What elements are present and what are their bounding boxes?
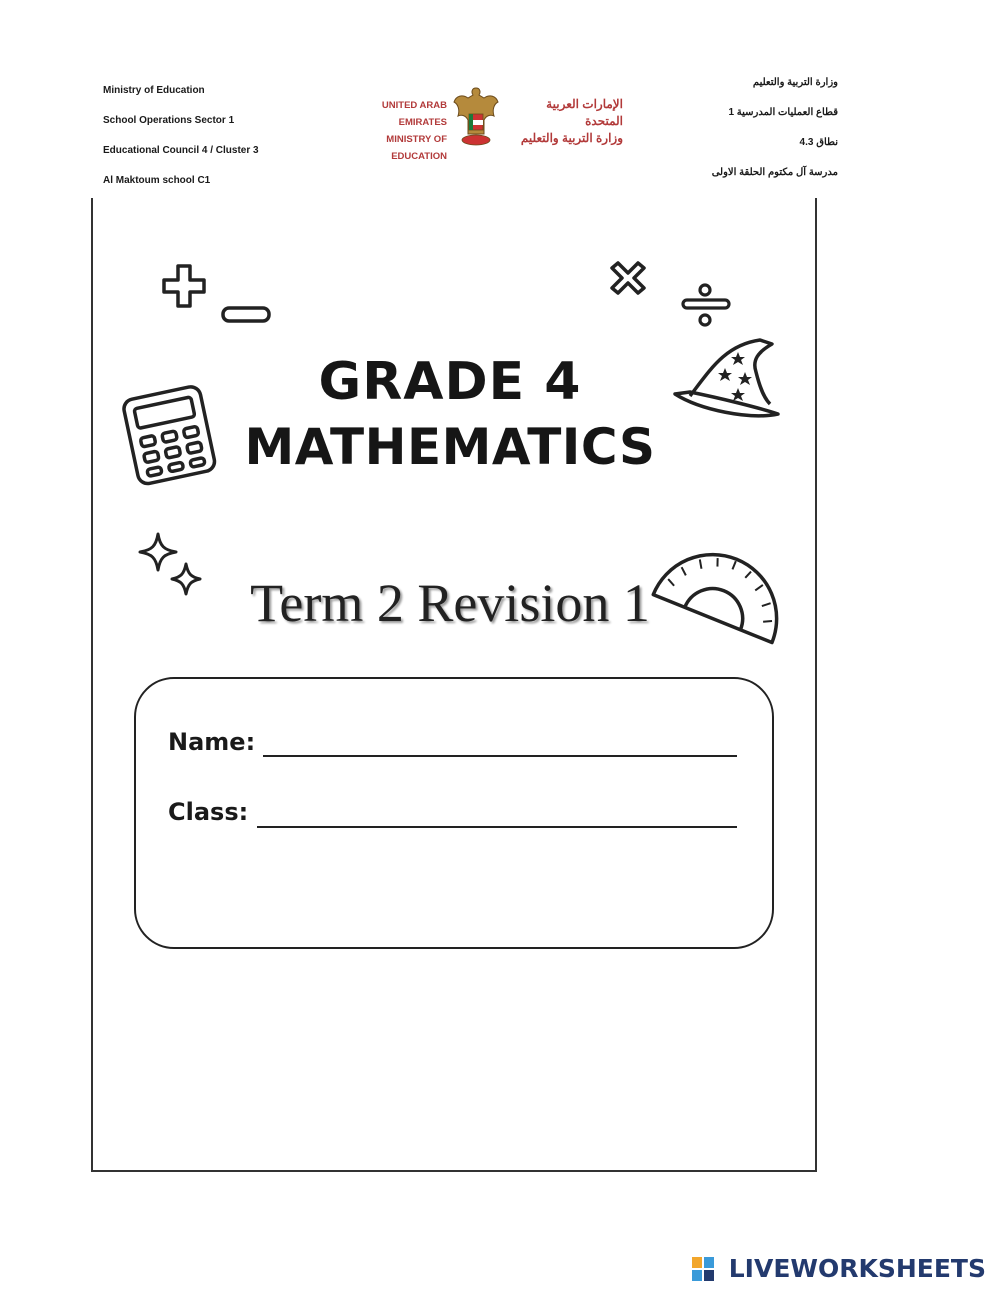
liveworksheets-logo-icon [692, 1257, 714, 1281]
name-label: Name: [168, 728, 256, 756]
header-left-line-1: Ministry of Education [103, 85, 205, 96]
class-label: Class: [168, 798, 249, 826]
multiply-icon [612, 263, 644, 293]
header-right-line-3: نطاق 4.3 [799, 137, 838, 148]
cover-title-grade: GRADE 4 [318, 352, 582, 412]
header-right-line-2: قطاع العمليات المدرسية 1 [728, 107, 838, 118]
liveworksheets-brand[interactable]: LIVEWORKSHEETS [728, 1254, 986, 1283]
emblem-en-line-1: UNITED ARAB EMIRATES [381, 100, 447, 128]
header-left-line-3: Educational Council 4 / Cluster 3 [103, 145, 259, 156]
minus-icon [223, 308, 269, 321]
emblem-ar-line-2: وزارة التربية والتعليم [520, 131, 623, 145]
cover-title-subject: MATHEMATICS [244, 418, 656, 476]
divide-icon [683, 285, 729, 325]
plus-icon [164, 266, 204, 306]
header-left-line-4: Al Maktoum school C1 [103, 175, 211, 186]
class-field[interactable] [257, 826, 737, 828]
name-field[interactable] [263, 755, 737, 757]
header-left-line-2: School Operations Sector 1 [103, 115, 235, 126]
emblem-en-line-2: MINISTRY OF EDUCATION [386, 134, 447, 162]
cover-subtitle: Term 2 Revision 1 [250, 573, 650, 633]
header-right-line-4: مدرسة آل مكتوم الحلقة الاولى [711, 167, 838, 178]
header-right-line-1: وزارة التربية والتعليم [752, 77, 838, 88]
emblem-ar-line-1: الإمارات العربية المتحدة [546, 97, 623, 128]
